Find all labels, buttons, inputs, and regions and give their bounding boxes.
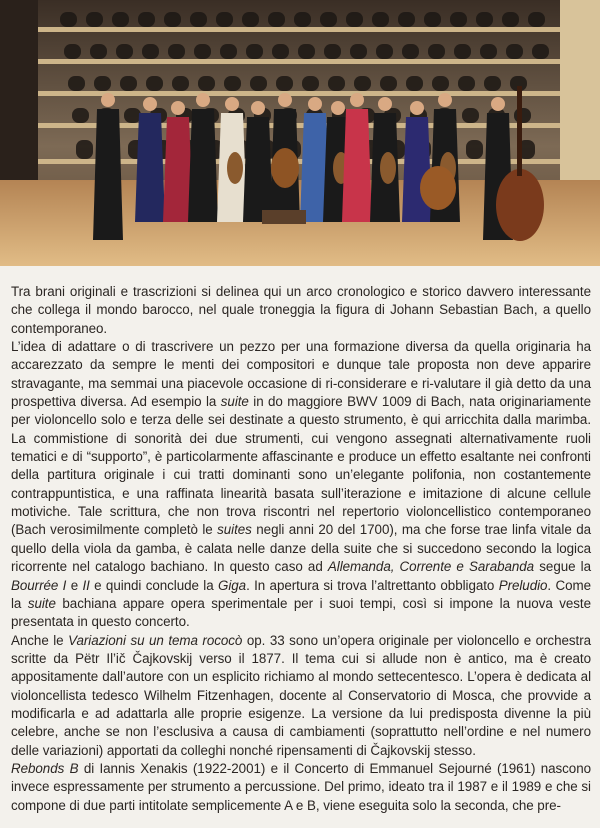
text-run: bachiana appare opera sperimentale per i suoi tempi, così si impone la nuova veste presentata in questo concerto. — [11, 595, 591, 630]
text-run: L’idea di adattare o di trascrivere un pezzo per una formazione diversa da quella originaria ha accarezzato da sempre le menti dei compositori e dunque tale proposta non deve apparire stravagante, ma semmai una piacevole occasione di ri-considerare e ri-valutare il già detto da una prospettiva diversa. Ad esempio la — [11, 339, 591, 410]
musician-head — [331, 101, 345, 115]
box-arch — [242, 12, 259, 27]
musician-head — [196, 93, 210, 107]
text-run: e — [66, 577, 83, 593]
box-arch — [506, 44, 523, 59]
box-arch — [168, 44, 185, 59]
box-arch — [124, 108, 141, 123]
musician-head — [171, 101, 185, 115]
balcony-rail — [0, 91, 600, 96]
paragraph-4 — [11, 760, 591, 815]
box-arch — [198, 76, 215, 91]
musician-head — [308, 97, 322, 111]
box-arch — [328, 76, 345, 91]
balcony-rail — [0, 123, 600, 128]
box-arch — [86, 12, 103, 27]
article-body — [11, 283, 591, 815]
box-arch — [458, 76, 475, 91]
paragraph-2 — [11, 338, 591, 632]
text-run: op. 33 sono un’opera originale per violoncello e orchestra scritte da Pëtr Il’ič Čajkovskij verso il 1877. Il tema cui si allude non è antico, ma è creato appositamente dall’autore con un esplicito richiamo al mondo settecentesco. L’opera è dedicata al violoncellista tedesco Wilhelm Fitzenhagen, docente al Conservatorio di Mosca, che provvide a modificarla e ad adattarla alle proprie esigenze. La versione da lui predisposta divenne la più celebre, anche se non l’esclusiva a causa di cambiamenti (soprattutto nell’ordine e nel numero delle variazioni) apportati da colleghi nonché ripensamenti di Čajkovskij stesso. — [11, 632, 591, 758]
box-arch — [190, 12, 207, 27]
italic-title: Variazioni su un tema rococò — [68, 632, 243, 648]
double-bass-neck — [517, 86, 522, 176]
box-arch — [324, 44, 341, 59]
box-arch — [146, 76, 163, 91]
text-run: negli anni 20 del 1700), ma che forse trae linfa vitale da quello della viola da gamba, è calata nelle danze della suite che si succedono secondo la logica ricorrente nel catalogo bachiano. In questo caso ad — [11, 522, 591, 575]
box-arch — [142, 44, 159, 59]
box-arch — [380, 76, 397, 91]
box-arch — [372, 12, 389, 27]
italic-title: suite — [27, 595, 56, 611]
right-column — [560, 0, 600, 185]
box-arch — [112, 12, 129, 27]
musician-body — [243, 117, 273, 222]
italic-title: II — [82, 577, 90, 593]
italic-title: Allemanda, Corrente e Sarabanda — [327, 559, 535, 575]
text-run: . Come la — [11, 577, 591, 611]
text-run: segue la — [534, 559, 592, 575]
box-arch — [272, 44, 289, 59]
musician-head — [101, 93, 115, 107]
box-arch — [60, 12, 77, 27]
box-arch — [480, 44, 497, 59]
box-arch — [462, 108, 479, 123]
musician-head — [251, 101, 265, 115]
musician-body — [163, 117, 193, 222]
musician-body — [402, 117, 432, 222]
text-run: Anche le — [11, 632, 69, 648]
string-instrument — [227, 152, 243, 184]
musician-body — [342, 109, 372, 222]
box-arch — [194, 44, 211, 59]
box-arch — [268, 12, 285, 27]
balcony-rail — [0, 27, 600, 32]
box-arch — [398, 12, 415, 27]
cello — [420, 166, 456, 210]
box-arch — [466, 140, 483, 159]
box-arch — [116, 44, 133, 59]
box-arch — [402, 44, 419, 59]
box-arch — [502, 12, 519, 27]
double-bass — [496, 169, 544, 241]
italic-title: Rebonds B — [11, 760, 79, 776]
box-arch — [424, 12, 441, 27]
musician-head — [491, 97, 505, 111]
italic-title: suites — [217, 522, 252, 538]
musician-head — [278, 93, 292, 107]
box-arch — [216, 12, 233, 27]
text-run: e quindi conclude la — [89, 577, 218, 593]
musician-head — [410, 101, 424, 115]
box-arch — [64, 44, 81, 59]
box-arch — [350, 44, 367, 59]
paragraph-3 — [11, 632, 591, 760]
box-arch — [528, 12, 545, 27]
paragraph-1 — [11, 283, 591, 338]
box-arch — [250, 76, 267, 91]
musician-body — [188, 109, 218, 222]
musician-head — [143, 97, 157, 111]
box-arch — [476, 12, 493, 27]
box-arch — [76, 140, 93, 159]
string-instrument — [380, 152, 396, 184]
stage-box — [262, 210, 306, 224]
box-arch — [514, 108, 531, 123]
musician-head — [378, 97, 392, 111]
box-arch — [120, 76, 137, 91]
text-run: . In apertura si trova l’altrettanto obbligato — [246, 577, 499, 593]
box-arch — [298, 44, 315, 59]
italic-title: Giga — [217, 577, 247, 593]
box-arch — [484, 76, 501, 91]
italic-title: suite — [220, 394, 249, 410]
box-arch — [346, 12, 363, 27]
box-arch — [94, 76, 111, 91]
musician-head — [350, 93, 364, 107]
box-arch — [354, 76, 371, 91]
box-arch — [246, 44, 263, 59]
musician-head — [225, 97, 239, 111]
box-arch — [302, 76, 319, 91]
text-run: di Iannis Xenakis (1922-2001) e il Concerto di Emmanuel Sejourné (1961) nascono invece espressamente per strumento a percussione. Del primo, ideato tra il 1987 e il 1989 e che si compone di due parti intitolate semplicemente A e B, viene eseguita solo la seconda, che pre- — [11, 760, 591, 813]
box-arch — [532, 44, 549, 59]
box-arch — [294, 12, 311, 27]
box-arch — [428, 44, 445, 59]
box-arch — [376, 44, 393, 59]
italic-title: Preludio — [498, 577, 548, 593]
box-arch — [454, 44, 471, 59]
box-arch — [432, 76, 449, 91]
box-arch — [220, 44, 237, 59]
balcony-rail — [0, 59, 600, 64]
musician-head — [438, 93, 452, 107]
ensemble-photo — [0, 0, 600, 266]
box-arch — [90, 44, 107, 59]
box-arch — [406, 76, 423, 91]
box-arch — [138, 12, 155, 27]
musician-body — [135, 113, 165, 222]
ensemble-photo-illustration — [0, 0, 600, 266]
box-arch — [68, 76, 85, 91]
box-arch — [320, 12, 337, 27]
box-arch — [450, 12, 467, 27]
italic-title: Bourrée I — [11, 577, 67, 593]
left-wing — [0, 0, 38, 185]
text-run: in do maggiore BWV 1009 di Bach, nata originariamente per violoncello solo e terza delle sei destinate a questo strumento, è qui arricchita dalla marimba. La commistione di sonorità dei due strumenti, cui vengono assegnati alternativamente ruoli tematici e di “supporto”, è particolarmente affascinante e produce un effetto esaltante nei confronti della partitura originale i cui tratti dominanti sono un’elegante polifonia, non costantemente contrappuntistica, e una raffinata linearità basata sull’iterazione e imitazione di alcune cellule motiviche. Tale scrittura, che non trova riscontri nel repertorio violoncellistico contemporaneo (Bach verosimilmente completò le — [11, 394, 591, 538]
box-arch — [172, 76, 189, 91]
musician-body — [93, 109, 123, 240]
box-arch — [224, 76, 241, 91]
cello — [271, 148, 299, 188]
box-arch — [276, 76, 293, 91]
box-arch — [72, 108, 89, 123]
text-run: Tra brani originali e trascrizioni si delinea qui un arco cronologico e storico davvero interessante che collega il mondo barocco, nel quale troneggia la figura di Johann Sebastian Bach, a quello contemporaneo. — [11, 284, 591, 336]
box-arch — [164, 12, 181, 27]
